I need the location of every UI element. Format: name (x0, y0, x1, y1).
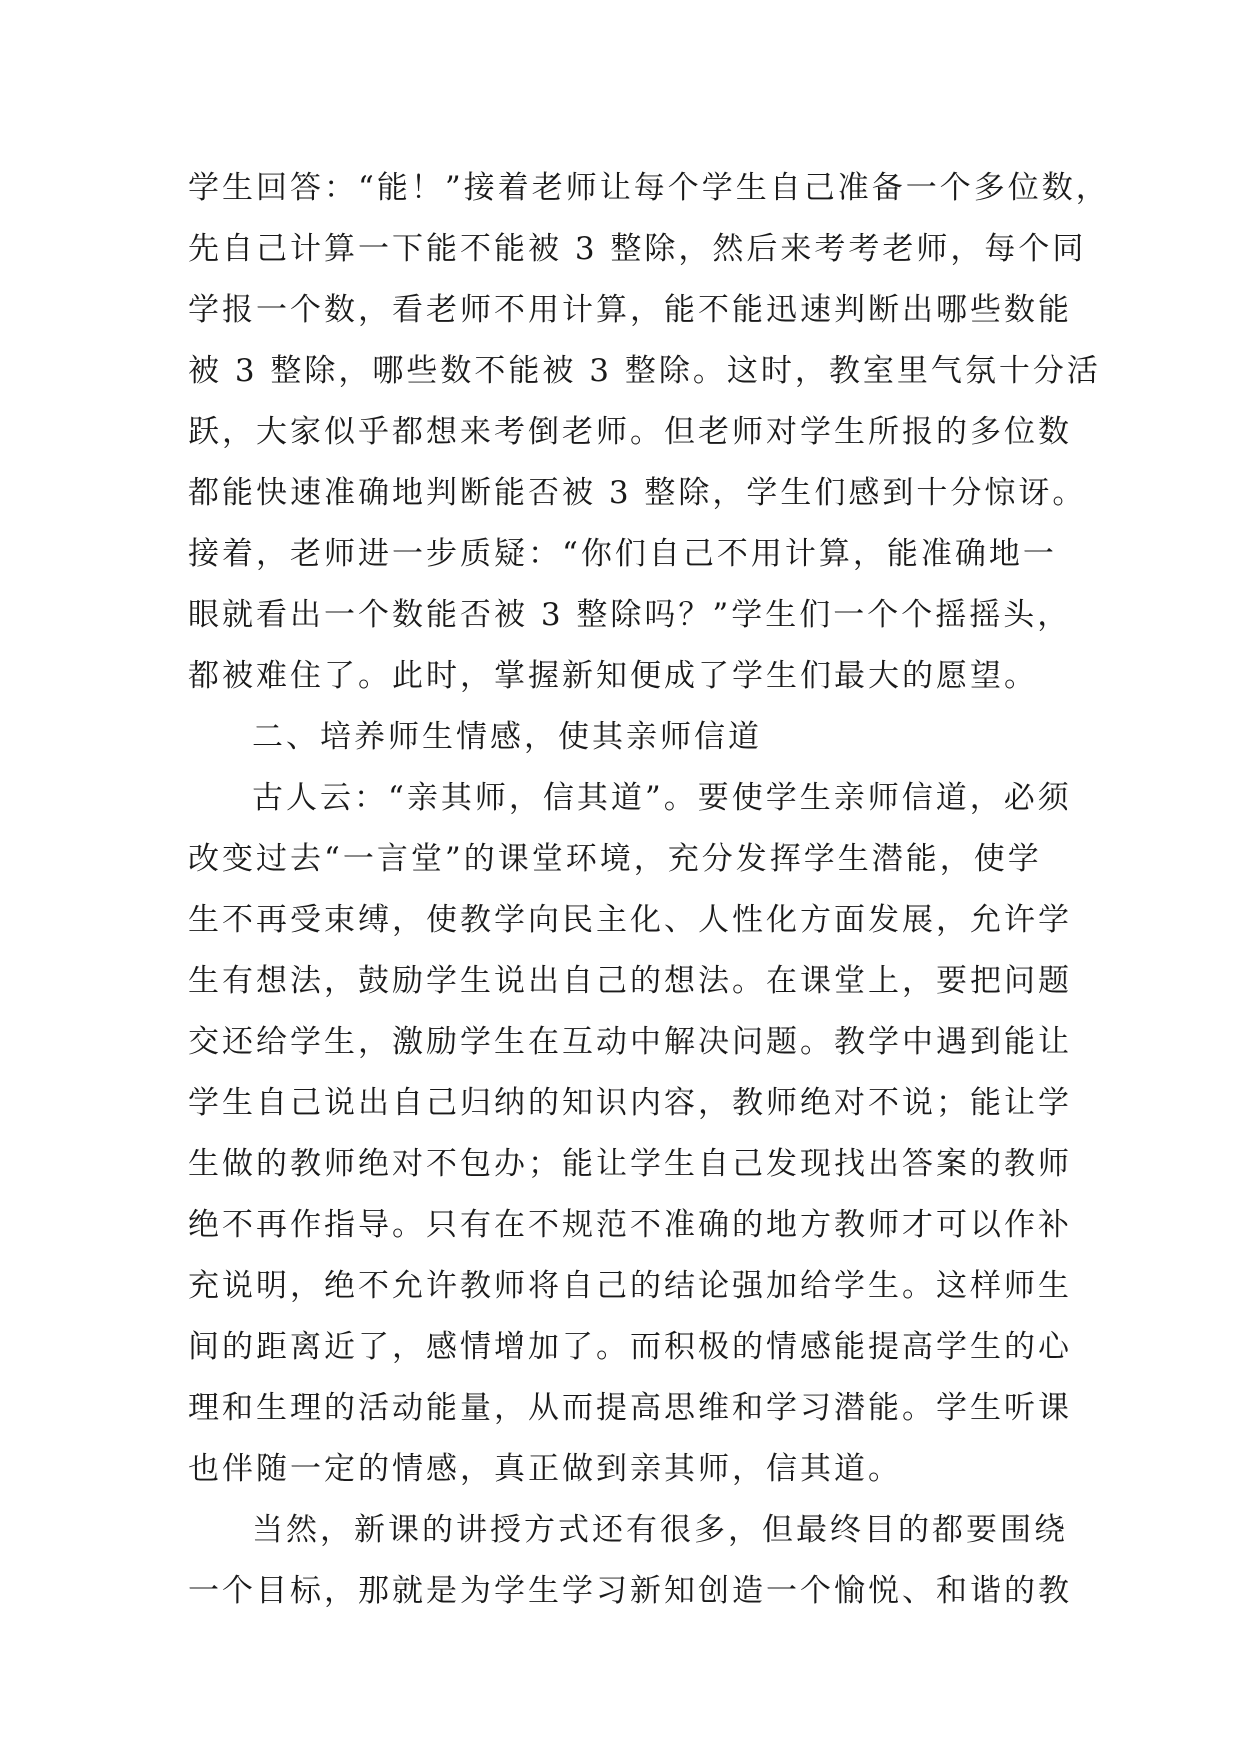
body-line: 都被难住了。此时，掌握新知便成了学生们最大的愿望。 (188, 658, 1038, 694)
body-line: 被 3 整除，哪些数不能被 3 整除。这时，教室里气氛十分活 (188, 353, 1101, 389)
body-line: 生做的教师绝对不包办；能让学生自己发现找出答案的教师 (188, 1146, 1072, 1182)
paragraph-start-line: 古人云：“亲其师，信其道”。要使学生亲师信道，必须 (252, 780, 1072, 816)
body-line: 先自己计算一下能不能被 3 整除，然后来考考老师，每个同 (188, 231, 1087, 267)
body-line: 学生自己说出自己归纳的知识内容，教师绝对不说；能让学 (188, 1085, 1072, 1121)
paragraph-start-line: 当然，新课的讲授方式还有很多，但最终目的都要围绕 (252, 1512, 1068, 1548)
body-line: 一个目标，那就是为学生学习新知创造一个愉悦、和谐的教 (188, 1573, 1072, 1609)
body-line: 间的距离近了，感情增加了。而积极的情感能提高学生的心 (188, 1329, 1072, 1365)
body-line: 跃，大家似乎都想来考倒老师。但老师对学生所报的多位数 (188, 414, 1072, 450)
section-heading: 二、培养师生情感，使其亲师信道 (252, 719, 762, 755)
body-line: 充说明，绝不允许教师将自己的结论强加给学生。这样师生 (188, 1268, 1072, 1304)
document-body (188, 158, 1110, 1622)
body-line: 学报一个数，看老师不用计算，能不能迅速判断出哪些数能 (188, 292, 1072, 328)
body-line: 生不再受束缚，使教学向民主化、人性化方面发展，允许学 (188, 902, 1072, 938)
body-line: 学生回答：“能！”接着老师让每个学生自己准备一个多位数， (188, 170, 1110, 206)
body-line: 都能快速准确地判断能否被 3 整除，学生们感到十分惊讶。 (188, 475, 1087, 511)
body-line: 理和生理的活动能量，从而提高思维和学习潜能。学生听课 (188, 1390, 1072, 1426)
body-line: 眼就看出一个数能否被 3 整除吗？”学生们一个个摇摇头， (188, 597, 1072, 633)
body-line: 交还给学生，激励学生在互动中解决问题。教学中遇到能让 (188, 1024, 1072, 1060)
body-line: 生有想法，鼓励学生说出自己的想法。在课堂上，要把问题 (188, 963, 1072, 999)
body-line: 接着，老师进一步质疑：“你们自己不用计算，能准确地一 (188, 536, 1057, 572)
body-line: 绝不再作指导。只有在不规范不准确的地方教师才可以作补 (188, 1207, 1072, 1243)
body-line: 改变过去“一言堂”的课堂环境，充分发挥学生潜能，使学 (188, 841, 1042, 877)
body-line: 也伴随一定的情感，真正做到亲其师，信其道。 (188, 1451, 902, 1487)
